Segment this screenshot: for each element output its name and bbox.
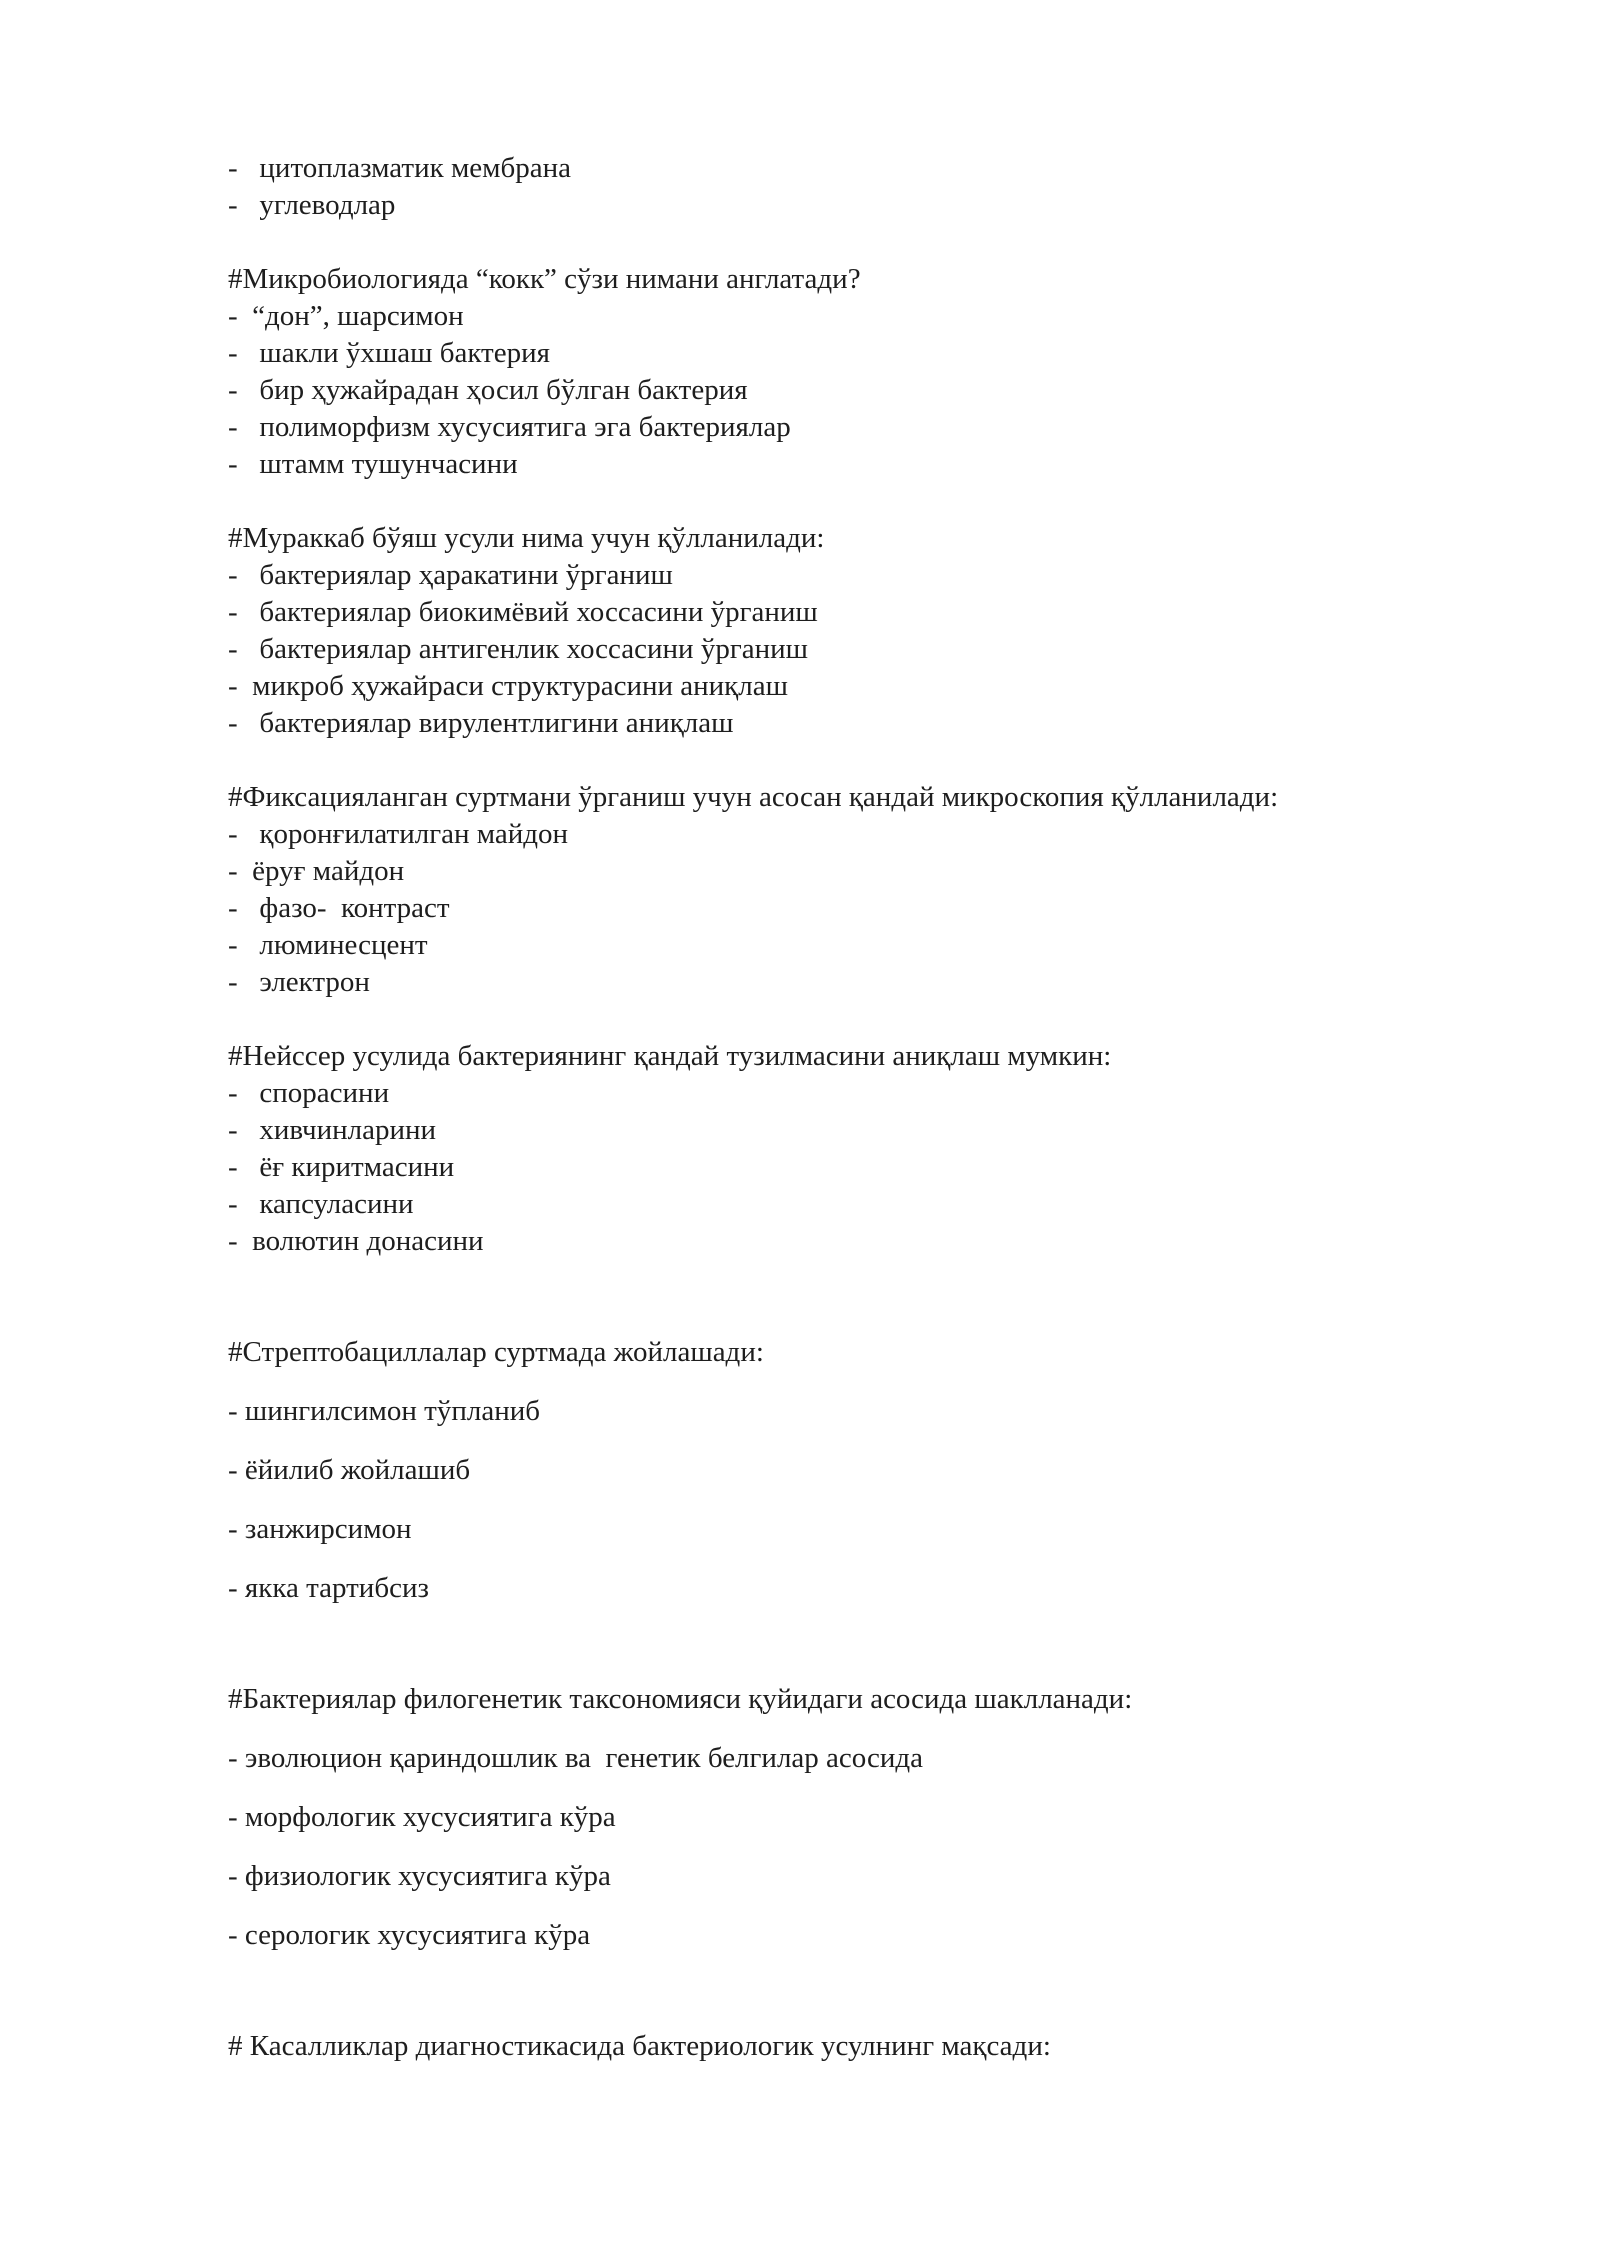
answer-option: - ёйилиб жойлашиб: [228, 1454, 471, 1486]
question-block: [228, 1334, 1428, 1607]
question-block: [228, 520, 1428, 742]
answer-option: - бир ҳужайрадан ҳосил бўлган бактерия: [228, 374, 748, 406]
answer-option: - хивчинларини: [228, 1114, 437, 1146]
answer-option: - ёғ киритмасини: [228, 1151, 455, 1183]
question-text: # Касалликлар диагностикасида бактериологик усулнинг мақсади:: [228, 2030, 1051, 2062]
question-block: [228, 1038, 1428, 1260]
answer-option: - якка тартибсиз: [228, 1572, 429, 1604]
answer-option: - бактериялар антигенлик хоссасини ўрганиш: [228, 633, 808, 665]
answer-option: - цитоплазматик мембрана: [228, 152, 572, 184]
answer-option: - ёруғ майдон: [228, 855, 405, 887]
question-block: [228, 1681, 1428, 1954]
answer-option: - электрон: [228, 966, 370, 998]
answer-option: - спорасини: [228, 1077, 390, 1109]
answer-option: - занжирсимон: [228, 1513, 412, 1545]
answer-option: - люминесцент: [228, 929, 428, 961]
question-text: #Стрептобациллалар суртмада жойлашади:: [228, 1336, 764, 1368]
option-list: [228, 150, 1428, 224]
answer-option: - морфологик хусусиятига кўра: [228, 1801, 616, 1833]
answer-option: - серологик хусусиятига кўра: [228, 1919, 591, 1951]
answer-option: - углеводлар: [228, 189, 396, 221]
answer-option: - бактериялар биокимёвий хоссасини ўрганиш: [228, 596, 818, 628]
answer-option: - бактериялар ҳаракатини ўрганиш: [228, 559, 673, 591]
answer-option: - эволюцион қариндошлик ва генетик белгилар асосида: [228, 1742, 924, 1774]
question-text: #Мураккаб бўяш усули нима учун қўлланилади:: [228, 522, 825, 554]
question-text: #Бактериялар филогенетик таксономияси қуйидаги асосида шаклланади:: [228, 1683, 1133, 1715]
answer-option: - “дон”, шарсимон: [228, 300, 464, 332]
question-block: [228, 261, 1428, 483]
answer-option: - физиологик хусусиятига кўра: [228, 1860, 611, 1892]
answer-option: - бактериялар вирулентлигини аниқлаш: [228, 707, 734, 739]
answer-option: - капсуласини: [228, 1188, 414, 1220]
question-text: #Микробиологияда “кокк” сўзи нимани англатади?: [228, 263, 861, 295]
answer-option: - шингилсимон тўпланиб: [228, 1395, 541, 1427]
answer-option: - микроб ҳужайраси структурасини аниқлаш: [228, 670, 788, 702]
document-page: [228, 150, 1428, 2065]
question-block: [228, 2028, 1428, 2065]
answer-option: - полиморфизм хусусиятига эга бактериялар: [228, 411, 791, 443]
answer-option: - шакли ўхшаш бактерия: [228, 337, 550, 369]
answer-option: - фазо- контраст: [228, 892, 450, 924]
question-block: [228, 779, 1428, 1001]
answer-option: - штамм тушунчасини: [228, 448, 518, 480]
answer-option: - қоронғилатилган майдон: [228, 818, 569, 850]
question-text: #Фиксацияланган суртмани ўрганиш учун асосан қандай микроскопия қўлланилади:: [228, 781, 1279, 813]
answer-option: - волютин донасини: [228, 1225, 484, 1257]
question-text: #Нейссер усулида бактериянинг қандай тузилмасини аниқлаш мумкин:: [228, 1040, 1112, 1072]
